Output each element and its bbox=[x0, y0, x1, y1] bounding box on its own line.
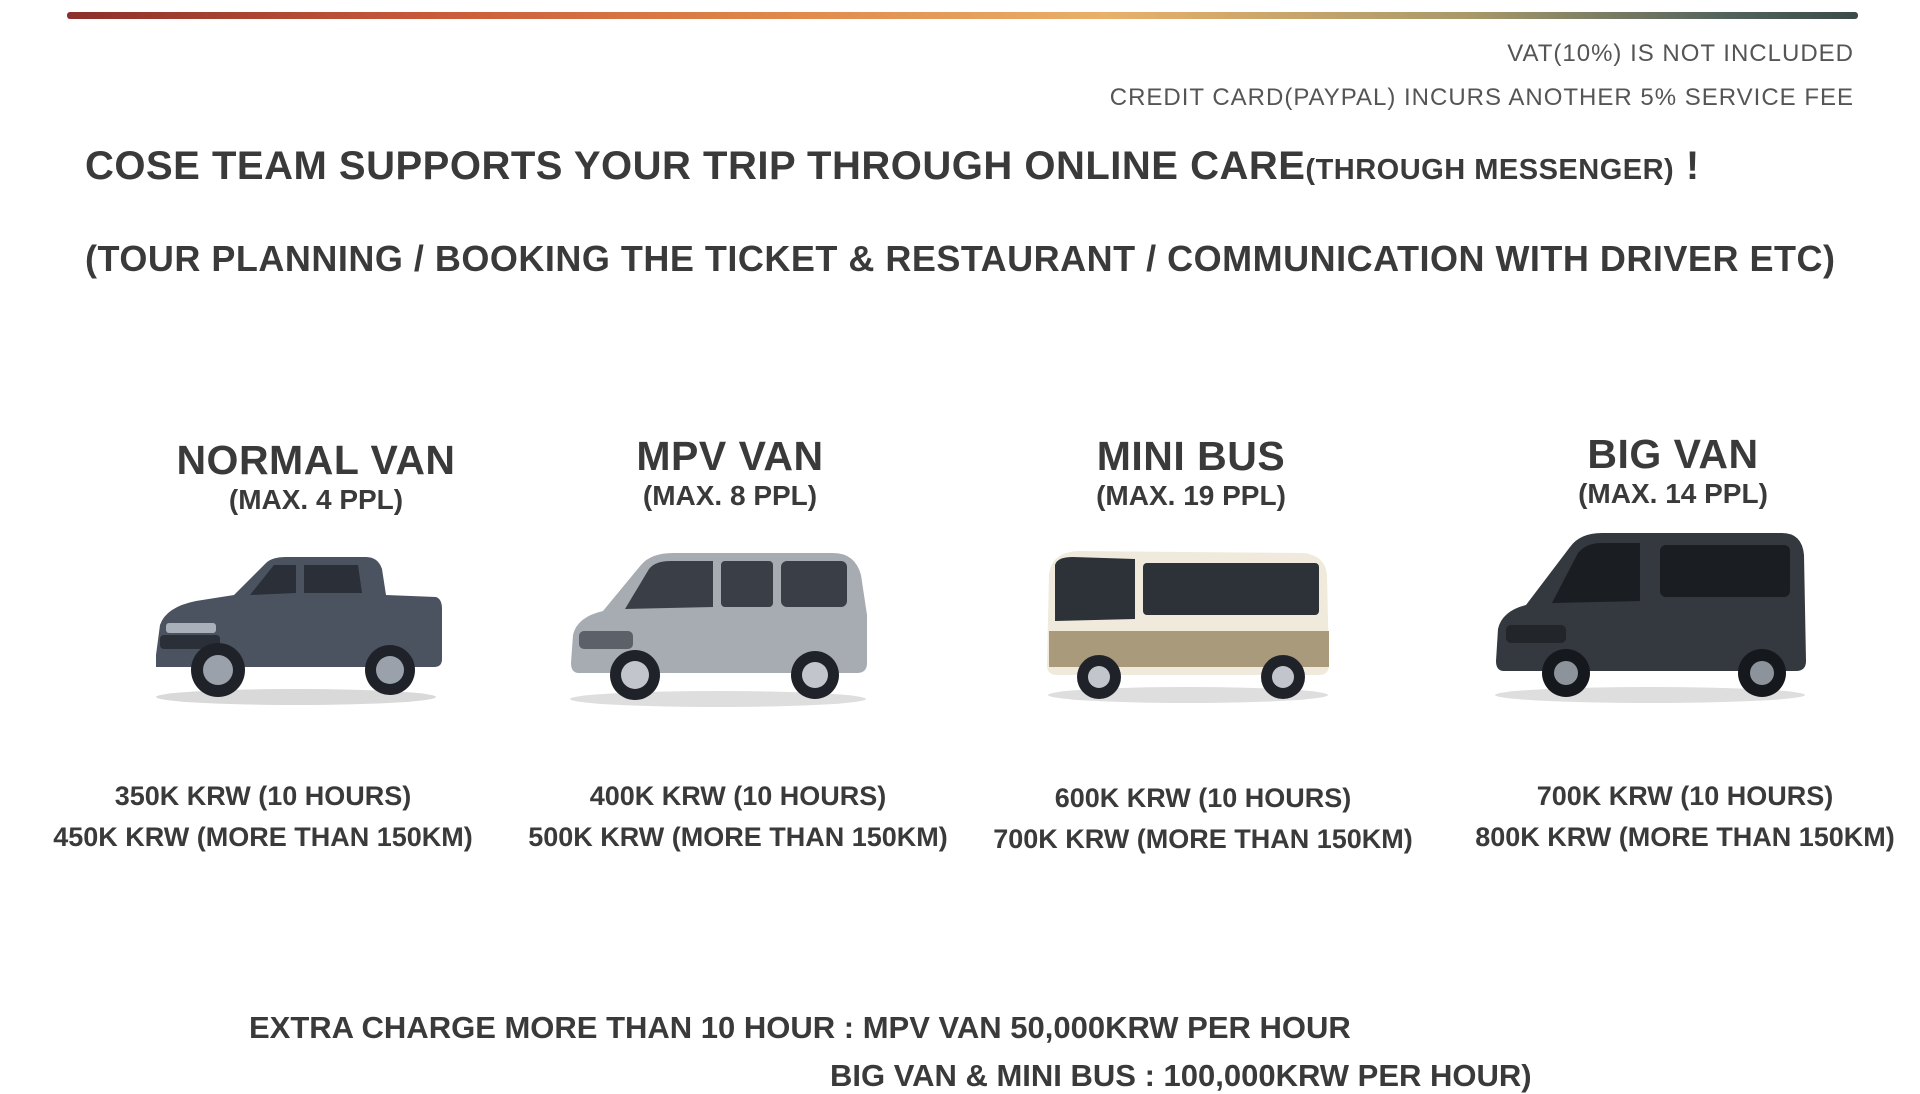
van-icon bbox=[1490, 525, 1810, 705]
vehicle-price bbox=[508, 776, 968, 858]
headline-main: COSE TEAM SUPPORTS YOUR TRIP THROUGH ONLINE CARE bbox=[85, 144, 1306, 188]
online-care-headline bbox=[85, 144, 1700, 189]
price-over-150km: 700K KRW (MORE THAN 150KM) bbox=[993, 824, 1413, 854]
price-10-hours: 400K KRW (10 HOURS) bbox=[589, 781, 887, 811]
vehicle-capacity: (MAX. 8 PPL) bbox=[642, 480, 818, 511]
services-headline: (TOUR PLANNING / BOOKING THE TICKET & RESTAURANT / COMMUNICATION WITH DRIVER ETC) bbox=[85, 238, 1836, 279]
pickup-truck-icon bbox=[146, 535, 446, 710]
price-over-150km: 500K KRW (MORE THAN 150KM) bbox=[528, 822, 948, 852]
price-10-hours: 700K KRW (10 HOURS) bbox=[1536, 781, 1834, 811]
credit-card-note: CREDIT CARD(PAYPAL) INCURS ANOTHER 5% SERVICE FEE bbox=[1109, 84, 1854, 111]
vehicle-capacity: (MAX. 14 PPL) bbox=[1578, 478, 1768, 509]
vehicle-price bbox=[1455, 776, 1915, 858]
minivan-icon bbox=[563, 535, 873, 710]
extra-charge-line-2: BIG VAN & MINI BUS : 100,000KRW PER HOUR) bbox=[830, 1058, 1532, 1093]
vehicle-mini-bus bbox=[961, 433, 1421, 513]
vehicle-normal-van bbox=[86, 437, 546, 517]
price-10-hours: 600K KRW (10 HOURS) bbox=[1054, 783, 1352, 813]
headline-messenger: (THROUGH MESSENGER) bbox=[1305, 154, 1675, 186]
price-10-hours: 350K KRW (10 HOURS) bbox=[114, 781, 412, 811]
top-accent-bar bbox=[67, 12, 1858, 19]
extra-charge-line-1: EXTRA CHARGE MORE THAN 10 HOUR : MPV VAN 50,000KRW PER HOUR bbox=[249, 1010, 1351, 1045]
price-over-150km: 800K KRW (MORE THAN 150KM) bbox=[1475, 822, 1895, 852]
price-over-150km: 450K KRW (MORE THAN 150KM) bbox=[53, 822, 473, 852]
vehicle-name: MINI BUS bbox=[1096, 433, 1286, 479]
headline-exclaim: ! bbox=[1674, 144, 1700, 188]
vehicle-mpv-van bbox=[500, 433, 960, 513]
vehicle-name: MPV VAN bbox=[636, 433, 824, 479]
vehicle-capacity: (MAX. 4 PPL) bbox=[228, 484, 404, 515]
vehicle-name: NORMAL VAN bbox=[176, 437, 456, 483]
vehicle-price bbox=[973, 778, 1433, 860]
vehicle-name: BIG VAN bbox=[1587, 431, 1759, 477]
bus-icon bbox=[1043, 535, 1333, 705]
vehicle-capacity: (MAX. 19 PPL) bbox=[1096, 480, 1286, 511]
vehicle-price bbox=[33, 776, 493, 858]
vehicle-big-van bbox=[1443, 431, 1903, 511]
vat-note: VAT(10%) IS NOT INCLUDED bbox=[1507, 40, 1854, 67]
